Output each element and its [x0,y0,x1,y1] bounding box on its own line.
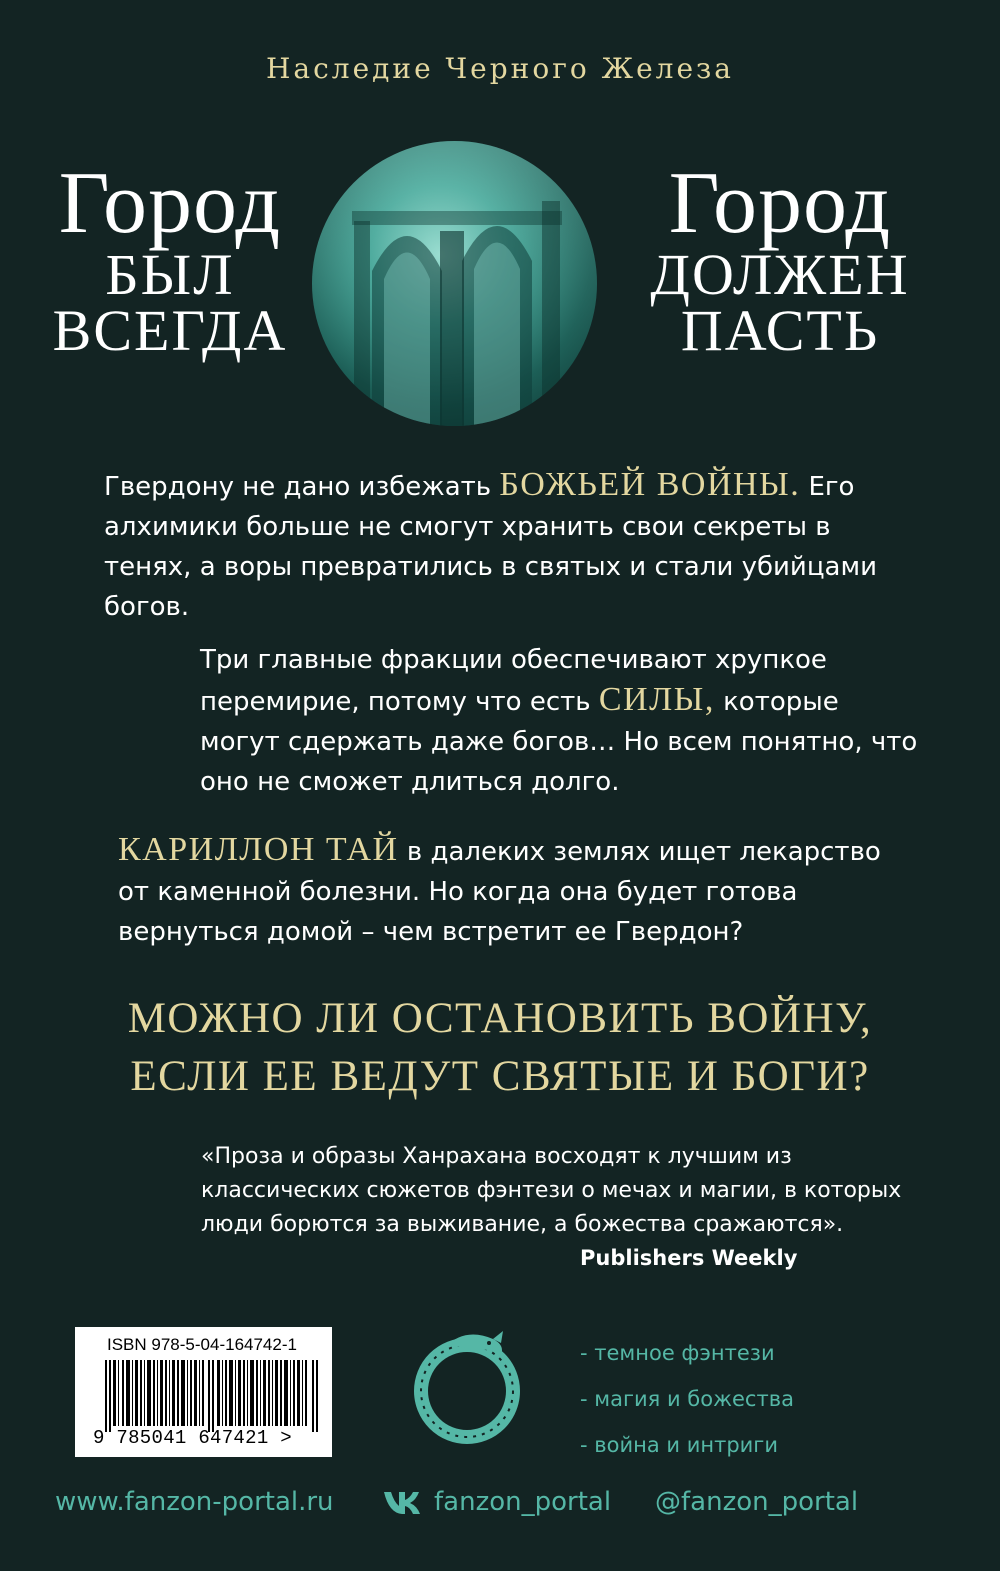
ouroboros-icon [405,1325,530,1450]
publisher-logo [405,1325,530,1450]
tagline-right-line3: ПАСТЬ [680,298,880,363]
tagline-left-line3: ВСЕГДА [52,298,288,363]
barcode-digits: 9 785041 647421 > [93,1427,292,1449]
genre-item: - темное фэнтези [580,1341,775,1365]
social-handle-link[interactable]: @fanzon_portal [655,1487,859,1517]
genre-item: - война и интриги [580,1433,778,1457]
tagline-left-line1: Город [58,155,282,252]
genre-list [580,1330,794,1468]
cover-illustration [312,141,597,426]
barcode [75,1327,332,1457]
vk-link[interactable] [382,1487,611,1517]
isbn-label: ISBN 978-5-04-164742-1 [107,1335,297,1354]
p2-text-before: Три главные фракции обеспечивают хрупкое перемирие, потому что есть [200,645,827,717]
website-link[interactable]: www.fanzon-portal.ru [55,1487,334,1517]
blurb-paragraph-3 [118,830,918,952]
p1-text-before: Гвердону не дано избежать [104,472,500,502]
p2-text-after: которые могут сдержать даже богов… Но всем понятно, что оно не сможет длиться долго. [200,687,918,797]
tagline-right [630,155,930,363]
review-quote: «Проза и образы Ханрахана восходят к лучшим из классических сюжетов фэнтези о мечах и магии, в которых люди борются за выживание, а божества сражаются». [201,1144,902,1237]
vk-handle: fanzon_portal [434,1487,612,1517]
p1-text-after: Его алхимики больше не смогут хранить свои секреты в тенях, а воры превратились в святых и стали убийцами богов. [104,472,877,622]
series-title: Наследие Черного Железа [266,52,734,85]
p1-highlight: БОЖЬЕЙ ВОЙНЫ. [499,466,801,503]
review-source: Publishers Weekly [580,1246,798,1270]
question-line-1: МОЖНО ЛИ ОСТАНОВИТЬ ВОЙНУ, [127,995,873,1042]
vk-icon [382,1488,428,1516]
question-line-2: ЕСЛИ ЕЕ ВЕДУТ СВЯТЫЕ И БОГИ? [130,1053,870,1100]
tagline-right-line2: ДОЛЖЕН [650,242,910,307]
p3-text-after: в далеких землях ищет лекарство от каменной болезни. Но когда она будет готова вернуться домой – чем встретит ее Гвердон? [118,837,881,947]
barcode-bars [105,1360,320,1432]
p2-highlight: СИЛЫ, [598,681,715,718]
p3-highlight: КАРИЛЛОН ТАЙ [118,831,399,868]
gothic-arches-illustration [312,141,597,426]
genre-item: - магия и божества [580,1387,794,1411]
blurb-paragraph-1 [104,465,924,627]
tagline-left-line2: БЫЛ [105,242,235,307]
tagline-right-line1: Город [668,155,892,252]
tagline-left [40,155,300,363]
question-headline [0,990,1000,1106]
blurb-paragraph-2 [200,640,920,802]
